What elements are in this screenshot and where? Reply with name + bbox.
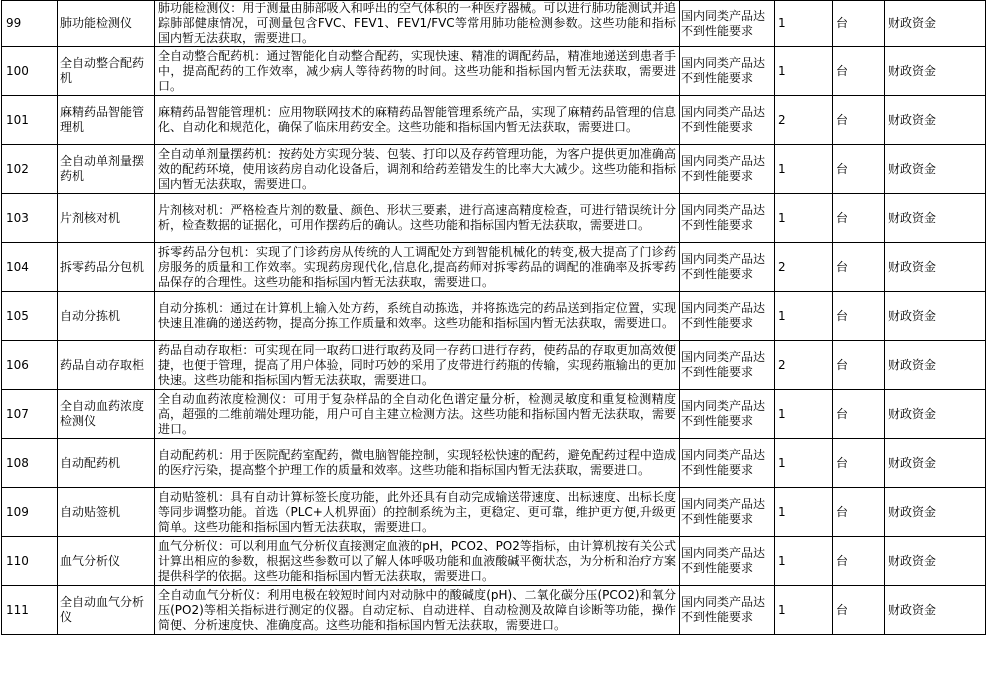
import-reason-cell: 国内同类产品达不到性能要求 <box>680 292 775 341</box>
item-name-cell: 自动配药机 <box>58 439 155 488</box>
item-number-cell: 111 <box>2 586 58 635</box>
quantity-cell: 2 <box>775 243 833 292</box>
quantity-cell: 1 <box>775 390 833 439</box>
item-number-cell: 110 <box>2 537 58 586</box>
funding-source-cell: 财政资金 <box>885 586 986 635</box>
import-reason-cell: 国内同类产品达不到性能要求 <box>680 194 775 243</box>
item-description-cell: 拆零药品分包机：实现了门诊药房从传统的人工调配处方到智能机械化的转变,极大提高了门诊药房服务的质量和工作效率。实现药房现代化,信息化,提高药师对拆零药品的调配的准确率及拆零药品保存的合理性。这些功能和指标国内暂无法获取，需要进口。 <box>155 243 680 292</box>
table-row <box>2 439 986 488</box>
import-reason-cell: 国内同类产品达不到性能要求 <box>680 1 775 47</box>
unit-cell: 台 <box>833 194 885 243</box>
unit-cell: 台 <box>833 145 885 194</box>
import-reason-cell: 国内同类产品达不到性能要求 <box>680 586 775 635</box>
unit-cell: 台 <box>833 341 885 390</box>
funding-source-cell: 财政资金 <box>885 194 986 243</box>
unit-cell: 台 <box>833 243 885 292</box>
funding-source-cell: 财政资金 <box>885 145 986 194</box>
import-reason-cell: 国内同类产品达不到性能要求 <box>680 341 775 390</box>
item-description-cell: 全自动血药浓度检测仪：可用于复杂样品的全自动化色谱定量分析，检测灵敏度和重复检测精度高，超强的二维前端处理功能，用户可自主建立检测方法。这些功能和指标国内暂无法获取，需要进口。 <box>155 390 680 439</box>
table-row <box>2 194 986 243</box>
table-row <box>2 1 986 47</box>
item-number-cell: 101 <box>2 96 58 145</box>
quantity-cell: 1 <box>775 292 833 341</box>
funding-source-cell: 财政资金 <box>885 488 986 537</box>
table-row <box>2 341 986 390</box>
item-description-cell: 全自动单剂量摆药机：按药处方实现分装、包装、打印以及存药管理功能，为客户提供更加准确高效的配药环境，使用该药房自动化设备后，调剂和给药差错发生的比率大大减少。这些功能和指标国内暂无法获取，需要进口。 <box>155 145 680 194</box>
unit-cell: 台 <box>833 390 885 439</box>
funding-source-cell: 财政资金 <box>885 439 986 488</box>
quantity-cell: 2 <box>775 341 833 390</box>
import-reason-cell: 国内同类产品达不到性能要求 <box>680 243 775 292</box>
unit-cell: 台 <box>833 47 885 96</box>
import-reason-cell: 国内同类产品达不到性能要求 <box>680 96 775 145</box>
funding-source-cell: 财政资金 <box>885 96 986 145</box>
unit-cell: 台 <box>833 586 885 635</box>
table-row <box>2 537 986 586</box>
funding-source-cell: 财政资金 <box>885 292 986 341</box>
table-row <box>2 488 986 537</box>
quantity-cell: 1 <box>775 194 833 243</box>
table-row <box>2 243 986 292</box>
unit-cell: 台 <box>833 292 885 341</box>
item-name-cell: 全自动血气分析仪 <box>58 586 155 635</box>
import-reason-cell: 国内同类产品达不到性能要求 <box>680 390 775 439</box>
quantity-cell: 1 <box>775 586 833 635</box>
item-number-cell: 100 <box>2 47 58 96</box>
item-name-cell: 片剂核对机 <box>58 194 155 243</box>
funding-source-cell: 财政资金 <box>885 341 986 390</box>
quantity-cell: 1 <box>775 439 833 488</box>
item-number-cell: 109 <box>2 488 58 537</box>
quantity-cell: 1 <box>775 145 833 194</box>
unit-cell: 台 <box>833 1 885 47</box>
funding-source-cell: 财政资金 <box>885 47 986 96</box>
item-name-cell: 全自动血药浓度检测仪 <box>58 390 155 439</box>
item-number-cell: 104 <box>2 243 58 292</box>
item-number-cell: 106 <box>2 341 58 390</box>
table-row <box>2 586 986 635</box>
import-reason-cell: 国内同类产品达不到性能要求 <box>680 537 775 586</box>
item-name-cell: 药品自动存取柜 <box>58 341 155 390</box>
item-name-cell: 血气分析仪 <box>58 537 155 586</box>
item-number-cell: 99 <box>2 1 58 47</box>
item-number-cell: 102 <box>2 145 58 194</box>
item-name-cell: 拆零药品分包机 <box>58 243 155 292</box>
funding-source-cell: 财政资金 <box>885 390 986 439</box>
item-description-cell: 全自动整合配药机：通过智能化自动整合配药，实现快速、精准的调配药品，精准地递送到患者手中，提高配药的工作效率，减少病人等待药物的时间。这些功能和指标国内暂无法获取，需要进口。 <box>155 47 680 96</box>
item-name-cell: 肺功能检测仪 <box>58 1 155 47</box>
item-number-cell: 105 <box>2 292 58 341</box>
item-name-cell: 自动贴签机 <box>58 488 155 537</box>
funding-source-cell: 财政资金 <box>885 1 986 47</box>
table-body <box>2 1 986 635</box>
unit-cell: 台 <box>833 537 885 586</box>
import-reason-cell: 国内同类产品达不到性能要求 <box>680 145 775 194</box>
item-description-cell: 自动分拣机：通过在计算机上输入处方药，系统自动拣选，并将拣选完的药品送到指定位置，实现快速且准确的递送药物，提高分拣工作质量和效率。这些功能和指标国内暂无法获取，需要进口。 <box>155 292 680 341</box>
table-row <box>2 47 986 96</box>
item-description-cell: 药品自动存取柜：可实现在同一取药口进行取药及同一存药口进行存药，使药品的存取更加高效便捷，也便于管理，提高了用户体验，同时巧妙的采用了皮带进行药瓶的传输，实现药瓶输出的更加快速。这些功能和指标国内暂无法获取，需要进口。 <box>155 341 680 390</box>
funding-source-cell: 财政资金 <box>885 537 986 586</box>
item-description-cell: 片剂核对机：严格检查片剂的数量、颜色、形状三要素，进行高速高精度检查，可进行错误统计分析，检查数据的证据化，可用作摆药后的确认。这些功能和指标国内暂无法获取，需要进口。 <box>155 194 680 243</box>
quantity-cell: 1 <box>775 1 833 47</box>
item-description-cell: 自动配药机：用于医院配药室配药，微电脑智能控制，实现轻松快速的配药，避免配药过程中造成的医疗污染，提高整个护理工作的质量和效率。这些功能和指标国内暂无法获取，需要进口。 <box>155 439 680 488</box>
unit-cell: 台 <box>833 439 885 488</box>
item-description-cell: 自动贴签机：具有自动计算标签长度功能，此外还具有自动完成输送带速度、出标速度、出标长度等同步调整功能。首选（PLC+人机界面）的控制系统为主，更稳定、更可靠，维护更方便,升级更简单。这些功能和指标国内暂无法获取，需要进口。 <box>155 488 680 537</box>
item-number-cell: 107 <box>2 390 58 439</box>
quantity-cell: 1 <box>775 47 833 96</box>
item-name-cell: 麻精药品智能管理机 <box>58 96 155 145</box>
table-row <box>2 96 986 145</box>
item-name-cell: 全自动单剂量摆药机 <box>58 145 155 194</box>
item-name-cell: 全自动整合配药机 <box>58 47 155 96</box>
funding-source-cell: 财政资金 <box>885 243 986 292</box>
item-description-cell: 肺功能检测仪：用于测量由肺部吸入和呼出的空气体积的一种医疗器械。可以进行肺功能测试并追踪肺部健康情况，可测量包含FVC、FEV1、FEV1/FVC等常用肺功能检测参数。这些功能和指标国内暂无法获取，需要进口。 <box>155 1 680 47</box>
quantity-cell: 2 <box>775 96 833 145</box>
unit-cell: 台 <box>833 96 885 145</box>
item-name-cell: 自动分拣机 <box>58 292 155 341</box>
import-reason-cell: 国内同类产品达不到性能要求 <box>680 488 775 537</box>
import-reason-cell: 国内同类产品达不到性能要求 <box>680 439 775 488</box>
quantity-cell: 1 <box>775 488 833 537</box>
quantity-cell: 1 <box>775 537 833 586</box>
unit-cell: 台 <box>833 488 885 537</box>
item-description-cell: 血气分析仪：可以利用血气分析仪直接测定血液的pH，PCO2、PO2等指标，由计算机按有关公式计算出相应的参数，根据这些参数可以了解人体呼吸功能和血液酸碱平衡状态，为分析和治疗方案提供科学的依据。这些功能和指标国内暂无法获取，需要进口。 <box>155 537 680 586</box>
procurement-table <box>1 0 986 635</box>
item-number-cell: 103 <box>2 194 58 243</box>
import-reason-cell: 国内同类产品达不到性能要求 <box>680 47 775 96</box>
table-row <box>2 390 986 439</box>
table-row <box>2 145 986 194</box>
item-number-cell: 108 <box>2 439 58 488</box>
table-row <box>2 292 986 341</box>
item-description-cell: 麻精药品智能管理机：应用物联网技术的麻精药品智能管理系统产品，实现了麻精药品管理的信息化、自动化和规范化，确保了临床用药安全。这些功能和指标国内暂无法获取，需要进口。 <box>155 96 680 145</box>
item-description-cell: 全自动血气分析仪：利用电极在较短时间内对动脉中的酸碱度(pH)、二氧化碳分压(PCO2)和氧分压(PO2)等相关指标进行测定的仪器。自动定标、自动进样、自动检测及故障自诊断等功能，操作简便、分析速度快、准确度高。这些功能和指标国内暂无法获取，需要进口。 <box>155 586 680 635</box>
